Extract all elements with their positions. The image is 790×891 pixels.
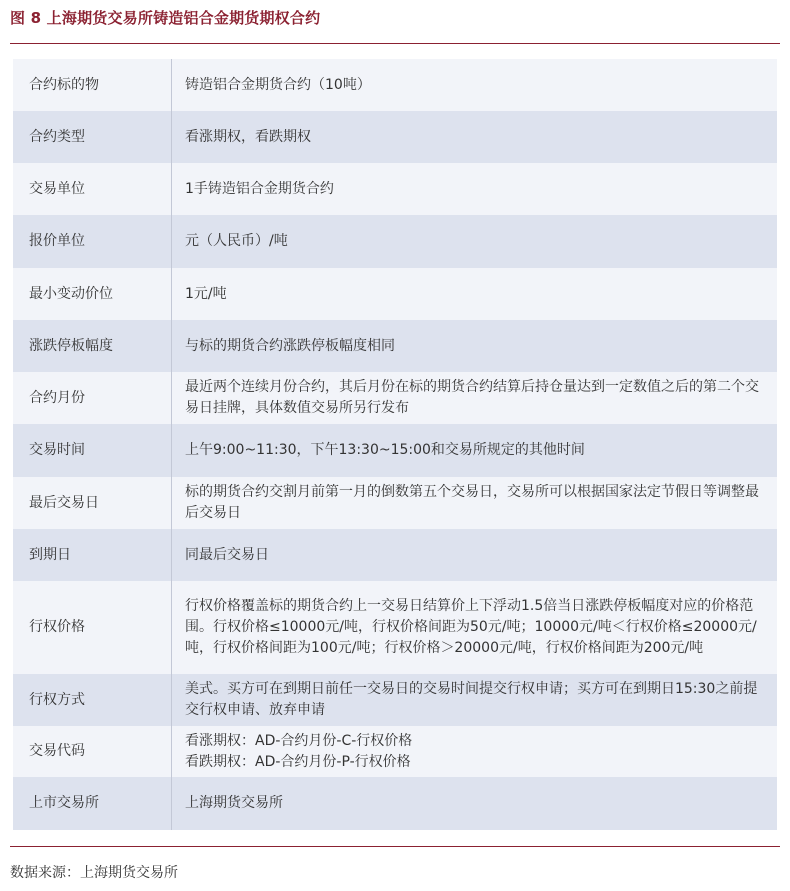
row-label: 到期日	[13, 529, 172, 581]
data-source-note: 数据来源：上海期货交易所	[10, 865, 178, 881]
contract-spec-table	[13, 59, 777, 830]
row-value-line: 看涨期权：AD-合约月份-C-行权价格	[185, 732, 413, 749]
row-value: 标的期货合约交割月前第一月的倒数第五个交易日，交易所可以根据国家法定节假日等调整最后交易日	[172, 477, 778, 529]
table-row	[13, 674, 777, 726]
row-label: 交易代码	[13, 726, 172, 777]
table-row	[13, 59, 777, 111]
table-row	[13, 529, 777, 581]
row-label: 最小变动价位	[13, 268, 172, 320]
table-row	[13, 726, 777, 777]
row-label: 合约标的物	[13, 59, 172, 111]
row-label: 行权价格	[13, 581, 172, 674]
row-label: 合约类型	[13, 111, 172, 163]
figure-title: 图 8 上海期货交易所铸造铝合金期货期权合约	[10, 9, 321, 27]
row-label: 交易单位	[13, 163, 172, 215]
table-row	[13, 777, 777, 830]
row-value: 最近两个连续月份合约，其后月份在标的期货合约结算后持仓量达到一定数值之后的第二个交易日挂牌，具体数值交易所另行发布	[172, 372, 778, 424]
row-value: 铸造铝合金期货合约（10吨）	[172, 59, 778, 111]
row-value: 行权价格覆盖标的期货合约上一交易日结算价上下浮动1.5倍当日涨跌停板幅度对应的价格范围。行权价格≤10000元/吨，行权价格间距为50元/吨；10000元/吨＜行权价格≤20000元/吨，行权价格间距为100元/吨；行权价格＞20000元/吨，行权价格间距为200元/吨	[172, 581, 778, 674]
row-label: 交易时间	[13, 424, 172, 477]
row-label: 合约月份	[13, 372, 172, 424]
table-row	[13, 268, 777, 320]
row-label: 报价单位	[13, 215, 172, 268]
row-value: 上海期货交易所	[172, 777, 778, 830]
row-value: 同最后交易日	[172, 529, 778, 581]
row-value-line: 看跌期权：AD-合约月份-P-行权价格	[185, 753, 411, 770]
row-value	[172, 726, 778, 777]
table-row	[13, 581, 777, 674]
table-row	[13, 424, 777, 477]
table-row	[13, 163, 777, 215]
row-value: 上午9:00~11:30，下午13:30~15:00和交易所规定的其他时间	[172, 424, 778, 477]
row-value: 美式。买方可在到期日前任一交易日的交易时间提交行权申请；买方可在到期日15:30之前提交行权申请、放弃申请	[172, 674, 778, 726]
table-row	[13, 477, 777, 529]
table-row	[13, 372, 777, 424]
footer-divider	[10, 846, 780, 847]
title-divider	[10, 43, 780, 44]
row-label: 涨跌停板幅度	[13, 320, 172, 372]
row-label: 最后交易日	[13, 477, 172, 529]
table-row	[13, 320, 777, 372]
table-row	[13, 215, 777, 268]
row-value: 1手铸造铝合金期货合约	[172, 163, 778, 215]
row-value: 与标的期货合约涨跌停板幅度相同	[172, 320, 778, 372]
row-value: 1元/吨	[172, 268, 778, 320]
row-label: 上市交易所	[13, 777, 172, 830]
row-value: 看涨期权，看跌期权	[172, 111, 778, 163]
table-row	[13, 111, 777, 163]
row-value: 元（人民币）/吨	[172, 215, 778, 268]
row-label: 行权方式	[13, 674, 172, 726]
